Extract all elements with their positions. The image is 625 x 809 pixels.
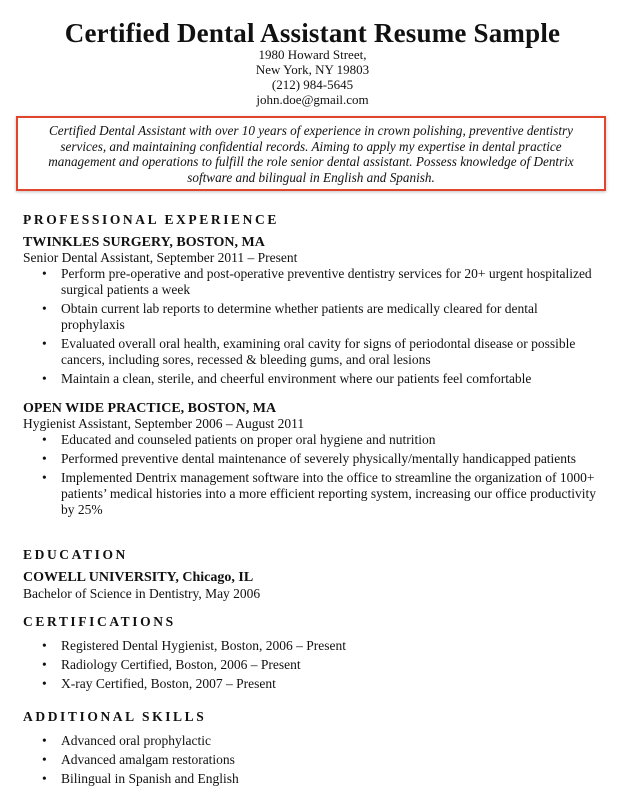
list-item: • Implemented Dentrix management software into the office to streamline the organization of 1000+ patients’ medical histories into a more efficient reporting system, increasing our office productivity by 25% — [40, 470, 600, 518]
skills-heading: ADDITIONAL SKILLS — [23, 709, 207, 724]
list-item: • Obtain current lab reports to determine whether patients are medically cleared for dental prophylaxis — [40, 301, 600, 333]
list-item: • Perform pre-operative and post-operative preventive dentistry services for 20+ urgent hospitalized surgical patients a week — [40, 266, 600, 298]
list-item: • Advanced amalgam restorations — [40, 752, 600, 768]
contact-email: john.doe@gmail.com — [256, 92, 369, 107]
list-item: • Advanced oral prophylactic — [40, 733, 600, 749]
list-item: • X-ray Certified, Boston, 2007 – Present — [40, 676, 600, 692]
contact-street: 1980 Howard Street, — [258, 47, 367, 62]
certifications-list — [40, 638, 600, 695]
job-bullet-list — [40, 266, 600, 390]
job-role: Hygienist Assistant, September 2006 – August 2011 — [23, 416, 305, 431]
skills-list — [40, 733, 600, 790]
job-bullet-list — [40, 432, 600, 521]
certifications-heading: CERTIFICATIONS — [23, 614, 176, 629]
list-item: • Radiology Certified, Boston, 2006 – Present — [40, 657, 600, 673]
list-item: • Performed preventive dental maintenance of severely physically/mentally handicapped patients — [40, 451, 600, 467]
summary-box: Certified Dental Assistant with over 10 years of experience in crown polishing, preventive dentistry services, and maintaining confidential records. Aiming to apply my expertise in dental practice management and operations to fulfill the role senior dental assistant. Possess knowledge of Dentrix software and bilingual in English and Spanish. — [16, 116, 606, 191]
contact-city: New York, NY 19803 — [255, 62, 370, 77]
list-item: • Registered Dental Hygienist, Boston, 2006 – Present — [40, 638, 600, 654]
degree: Bachelor of Science in Dentistry, May 2006 — [23, 586, 261, 601]
list-item: • Evaluated overall oral health, examining oral cavity for signs of periodontal disease or possible cancers, including sores, recessed & bleeding gums, and oral lesions — [40, 336, 600, 368]
job-employer: OPEN WIDE PRACTICE, BOSTON, MA — [23, 401, 277, 416]
list-item: • Maintain a clean, sterile, and cheerful environment where our patients feel comfortable — [40, 371, 600, 387]
contact-block — [0, 47, 625, 107]
list-item: • Bilingual in Spanish and English — [40, 771, 600, 787]
contact-phone: (212) 984-5645 — [271, 77, 354, 92]
education-heading: EDUCATION — [23, 547, 128, 562]
page-title: Certified Dental Assistant Resume Sample — [64, 18, 561, 48]
school-name: COWELL UNIVERSITY, Chicago, IL — [23, 570, 254, 585]
job-employer: TWINKLES SURGERY, BOSTON, MA — [23, 235, 265, 250]
experience-heading: PROFESSIONAL EXPERIENCE — [23, 212, 279, 227]
list-item: • Educated and counseled patients on proper oral hygiene and nutrition — [40, 432, 600, 448]
job-role: Senior Dental Assistant, September 2011 – Present — [23, 250, 298, 265]
